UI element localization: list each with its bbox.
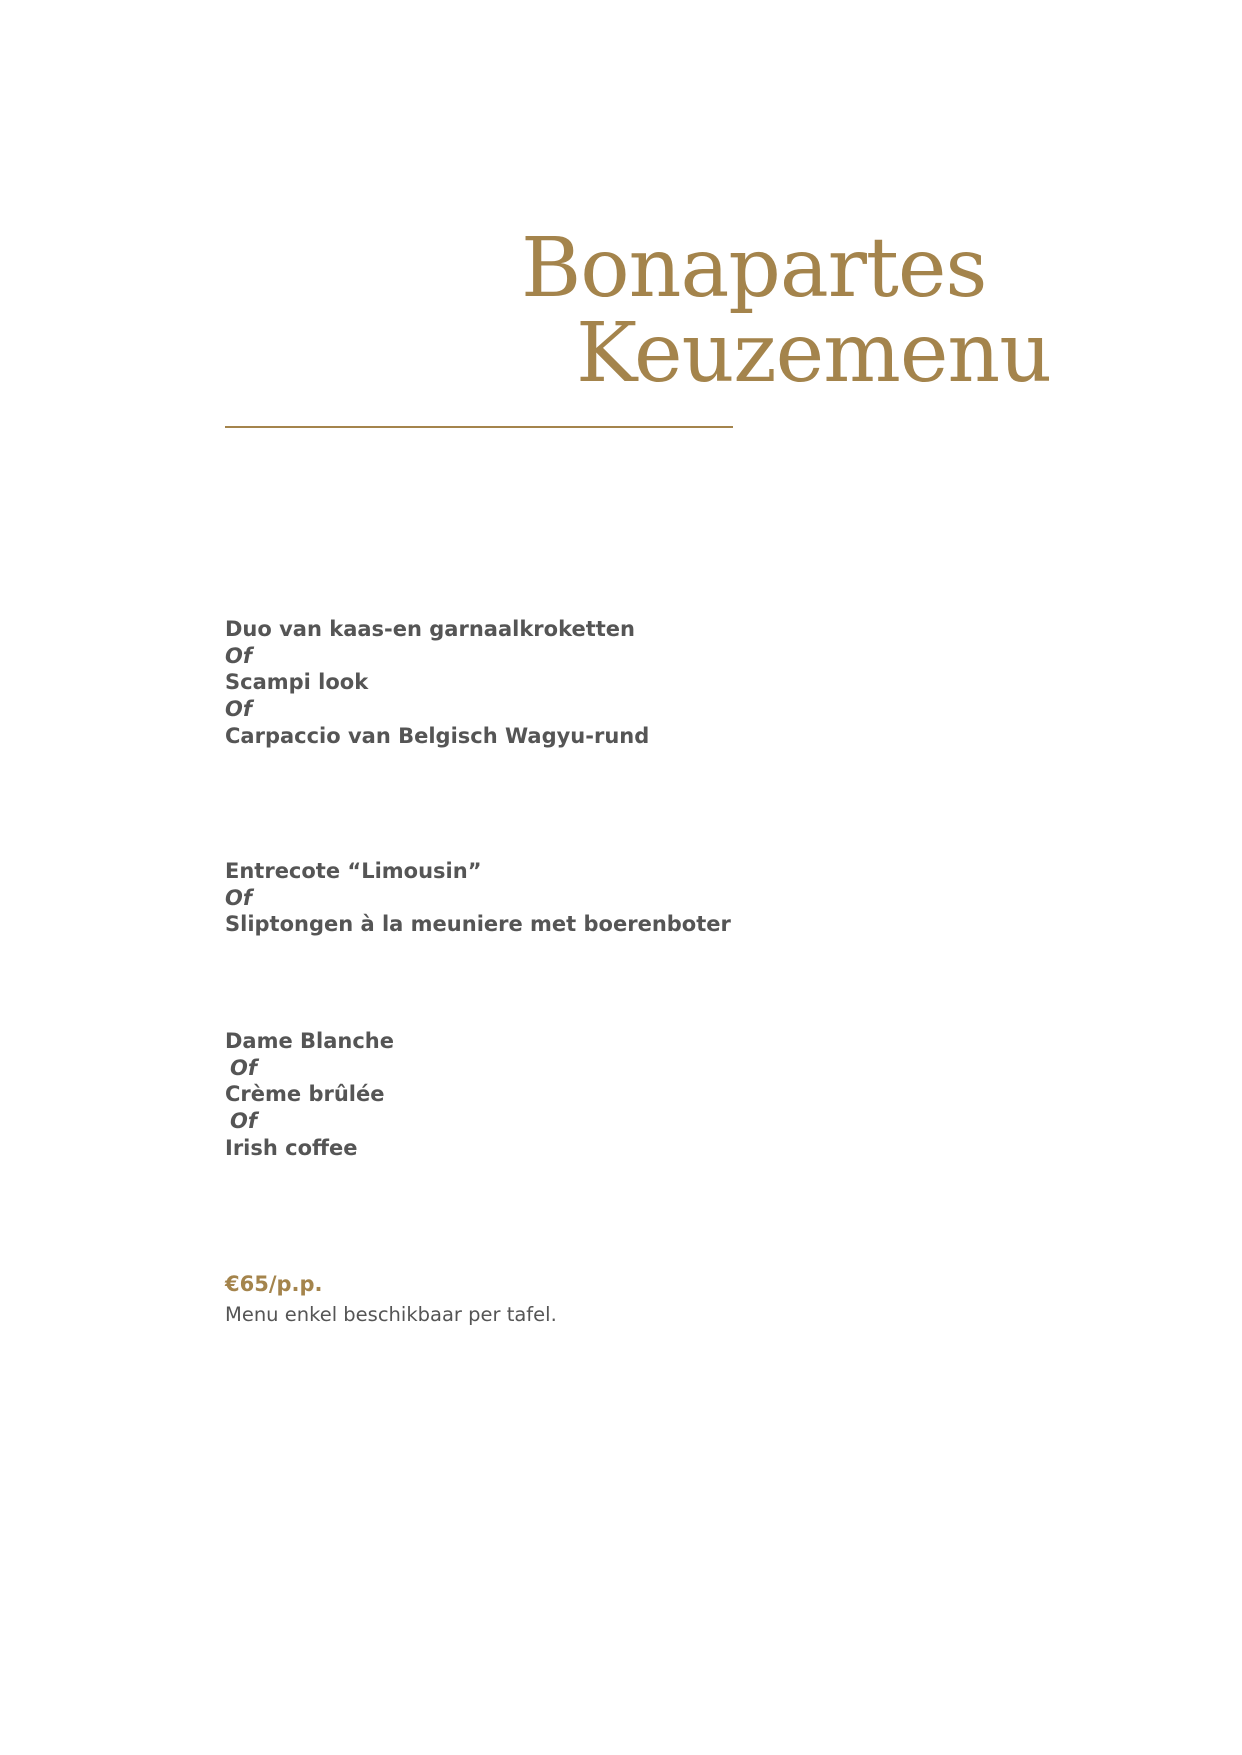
- menu-item: Scampi look: [225, 670, 369, 695]
- or-separator: Of: [225, 885, 252, 910]
- or-separator: Of: [225, 697, 252, 722]
- course-desserts: [225, 1028, 394, 1162]
- menu-item: Crème brûlée: [225, 1082, 385, 1107]
- menu-price: €65/p.p.: [225, 1272, 323, 1296]
- course-starters: [225, 616, 649, 750]
- or-separator: Of: [230, 1055, 257, 1080]
- menu-item: Irish coffee: [225, 1135, 358, 1160]
- or-separator: Of: [225, 643, 252, 668]
- menu-item: Dame Blanche: [225, 1029, 395, 1053]
- course-mains: [225, 858, 731, 938]
- menu-item: Sliptongen à la meuniere met boerenboter: [225, 912, 731, 937]
- menu-title-line-1: Bonapartes: [521, 221, 987, 316]
- title-divider: [225, 426, 733, 428]
- availability-note: Menu enkel beschikbaar per tafel.: [225, 1303, 557, 1326]
- menu-item: Duo van kaas-en garnaalkroketten: [225, 617, 635, 641]
- or-separator: Of: [230, 1109, 257, 1134]
- menu-item: Carpaccio van Belgisch Wagyu-rund: [225, 723, 650, 748]
- menu-title-line-2: Keuzemenu: [576, 306, 1052, 401]
- menu-item: Entrecote “Limousin”: [225, 859, 482, 883]
